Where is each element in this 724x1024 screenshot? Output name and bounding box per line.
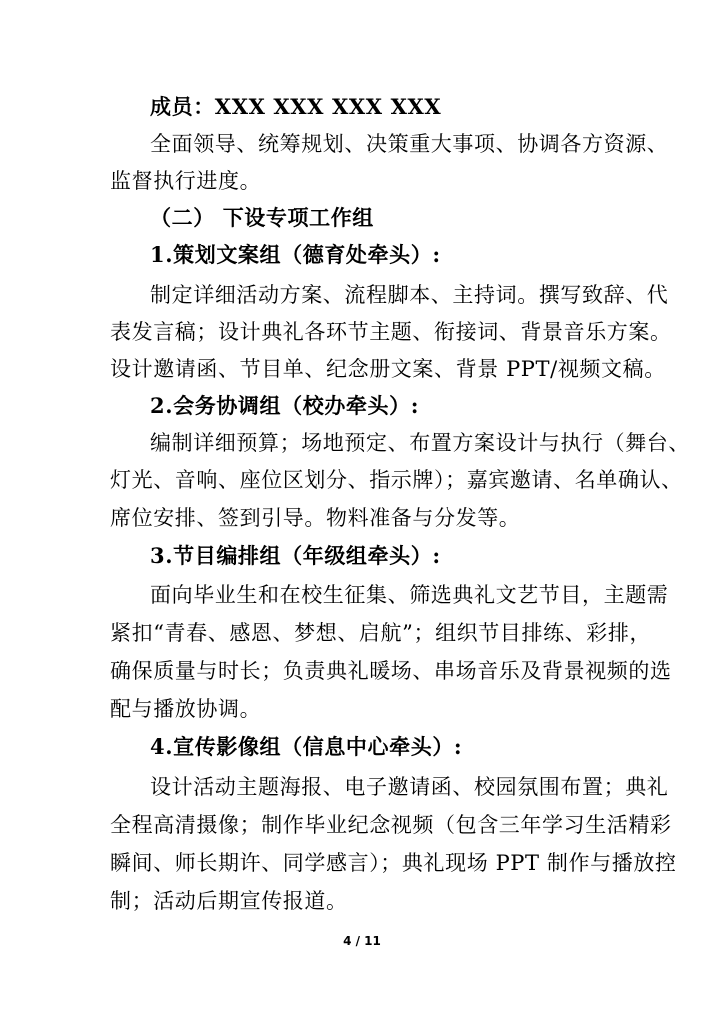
leadership-duty-line-1: 全面领导、统筹规划、决策重大事项、协调各方资源、 (150, 132, 669, 156)
group-3-line-3: 确保质量与时长；负责典礼暖场、串场音乐及背景视频的选 (110, 659, 672, 683)
leadership-duty-line-2: 监督执行进度。 (110, 169, 262, 193)
group-4-line-1: 设计活动主题海报、电子邀请函、校园氛围布置；典礼 (150, 775, 669, 799)
group-4-line-4: 制；活动后期宣传报道。 (110, 889, 348, 913)
group-2-title: 2.会务协调组（校办牵头）: (150, 393, 420, 418)
group-1-line-3: 设计邀请函、节目单、纪念册文案、背景 PPT/视频文稿。 (110, 357, 666, 381)
section-heading: （二） 下设专项工作组 (150, 205, 374, 230)
group-1-line-1: 制定详细活动方案、流程脚本、主持词。撰写致辞、代 (150, 283, 669, 307)
group-1-line-2: 表发言稿；设计典礼各环节主题、衔接词、背景音乐方案。 (110, 320, 672, 344)
group-2-line-3: 席位安排、签到引导。物料准备与分发等。 (110, 506, 521, 530)
group-3-line-4: 配与播放协调。 (110, 697, 262, 721)
group-4-title: 4.宣传影像组（信息中心牵头）: (150, 734, 463, 759)
group-2-line-1: 编制详细预算；场地预定、布置方案设计与执行（舞台、 (150, 431, 690, 455)
group-2-line-2: 灯光、音响、座位区划分、指示牌）；嘉宾邀请、名单确认、 (110, 468, 683, 492)
group-3-line-1: 面向毕业生和在校生征集、筛选典礼文艺节目，主题需 (150, 583, 669, 607)
group-4-line-2: 全程高清摄像；制作毕业纪念视频（包含三年学习生活精彩 (110, 813, 672, 837)
group-1-title: 1.策划文案组（德育处牵头）: (150, 242, 441, 267)
members-line: 成员：XXX XXX XXX XXX (150, 94, 442, 119)
group-3-title: 3.节目编排组（年级组牵头）: (150, 543, 441, 568)
group-4-line-3: 瞬间、师长期许、同学感言）；典礼现场 PPT 制作与播放控 (110, 851, 677, 875)
group-3-line-2: 紧扣“青春、感恩、梦想、启航”；组织节目排练、彩排， (110, 621, 652, 645)
page-number: 4 / 11 (343, 934, 381, 948)
